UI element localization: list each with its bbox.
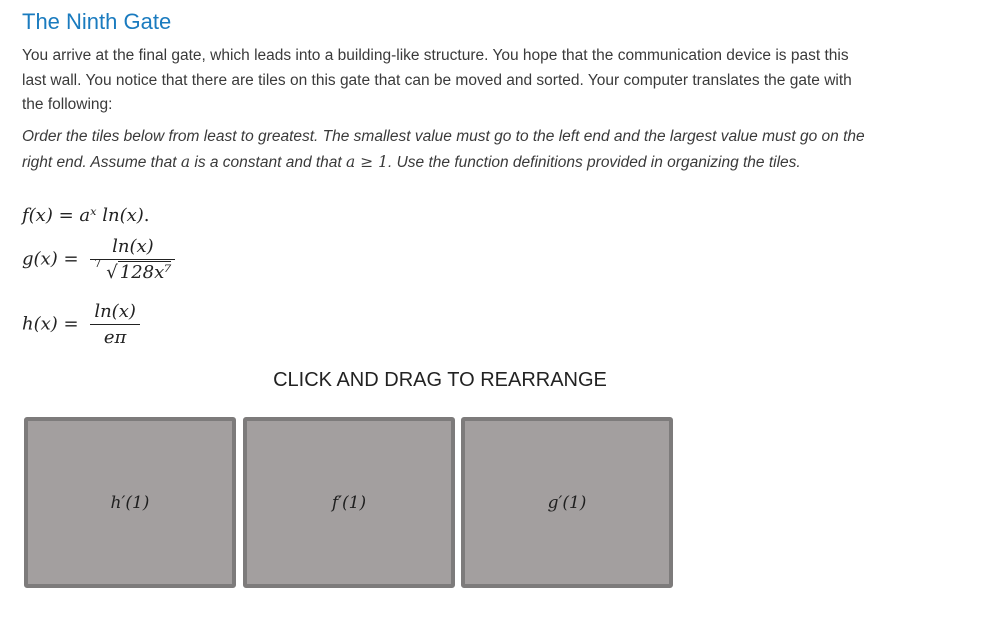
definition-h-lhs: h(x) = xyxy=(22,313,79,335)
definition-f-suffix: . xyxy=(143,205,150,226)
definition-h-denominator: eπ xyxy=(103,327,127,348)
tile-f-prime[interactable] xyxy=(243,417,455,588)
definition-g-denominator xyxy=(90,257,175,283)
root-index: 7 xyxy=(94,257,102,270)
definition-f-lhs: f(x) = xyxy=(22,205,74,226)
tile-label: h′(1) xyxy=(110,492,150,513)
radical-icon: √ xyxy=(106,262,118,283)
instructions-inequality: a ≥ 1 xyxy=(346,152,388,171)
seventh-root xyxy=(94,257,172,283)
tile-g-prime[interactable] xyxy=(461,417,673,588)
definition-h-numerator: ln(x) xyxy=(90,301,140,325)
definition-g xyxy=(22,236,175,283)
instructions-part1: Order the tiles below from least to greatest. The smallest value must go to the left end and the largest value must go on the right end. Assume that xyxy=(22,128,865,171)
definition-g-lhs: g(x) = xyxy=(22,248,79,270)
root-radicand: 128x⁷ xyxy=(119,262,172,283)
definition-f xyxy=(22,205,150,226)
instructions-text xyxy=(22,125,867,175)
definition-h xyxy=(22,301,140,348)
drag-instruction: CLICK AND DRAG TO REARRANGE xyxy=(273,369,607,391)
definition-g-fraction xyxy=(90,236,175,283)
instructions-part3: . Use the function definitions provided in organizing the tiles. xyxy=(388,153,801,171)
instructions-part2: is a constant and that xyxy=(190,153,347,171)
intro-text: You arrive at the final gate, which leads into a building-like structure. You hope that the communication device is past this last wall. You notice that there are tiles on this gate that can be moved and sorted. Your computer translates the gate with the following: xyxy=(22,47,852,113)
instructions-var-a: a xyxy=(180,152,191,171)
tile-h-prime[interactable] xyxy=(24,417,236,588)
definition-f-rhs: aˣ ln(x) xyxy=(79,205,144,226)
page-title: The Ninth Gate xyxy=(22,9,172,34)
tile-label: f′(1) xyxy=(331,492,367,513)
definition-h-fraction xyxy=(90,301,140,348)
tile-label: g′(1) xyxy=(547,492,587,513)
definition-g-numerator: ln(x) xyxy=(90,236,175,260)
